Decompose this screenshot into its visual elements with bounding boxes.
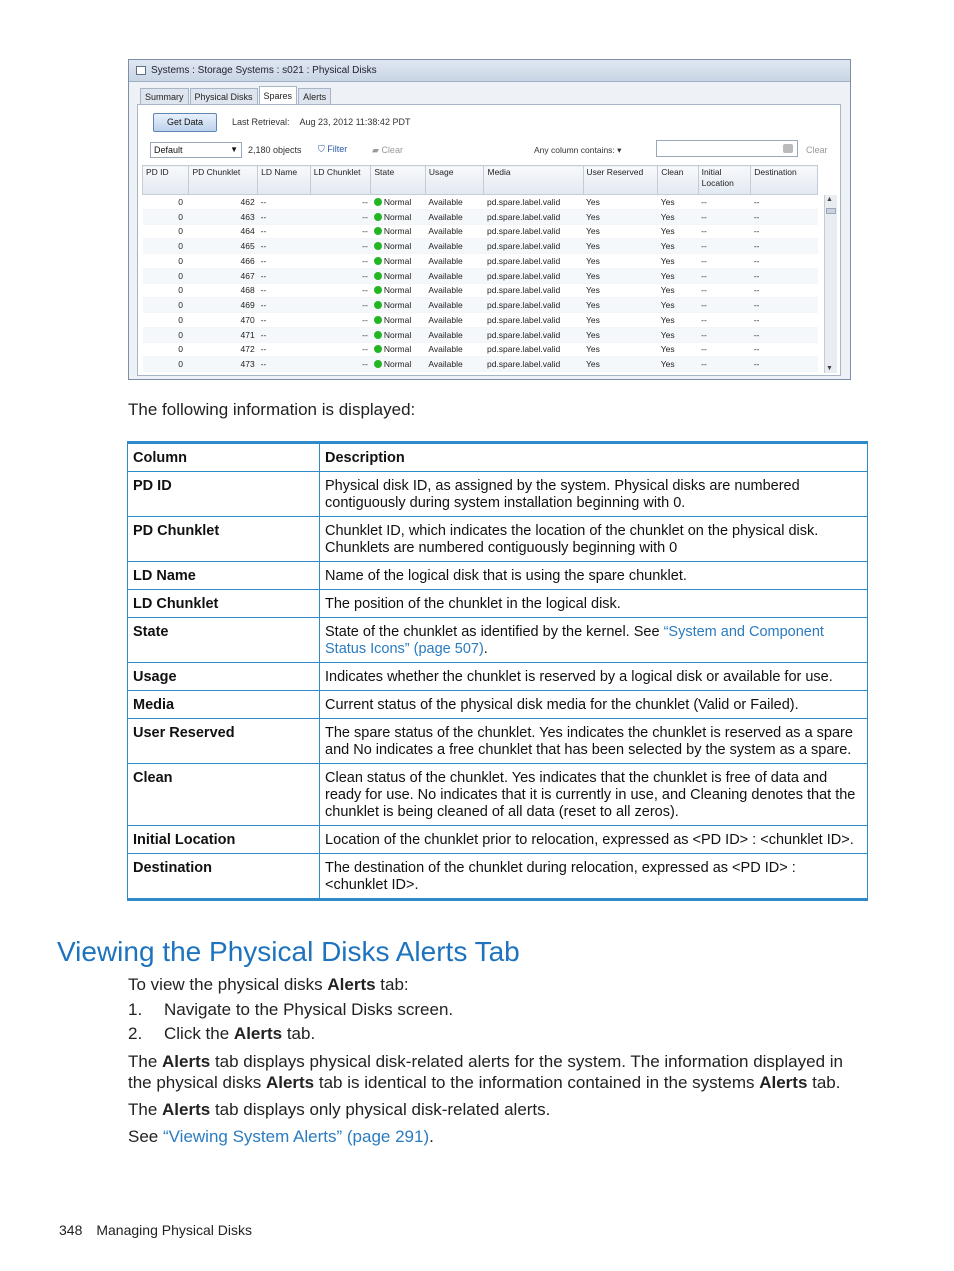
- table-cell: Normal: [371, 268, 426, 283]
- table-cell: Yes: [658, 224, 698, 239]
- table-cell: Yes: [658, 342, 698, 357]
- table-row: [128, 590, 868, 618]
- table-cell: Yes: [583, 239, 658, 254]
- column-description: The spare status of the chunklet. Yes indicates the chunklet is reserved as a spare and No indicates a free chunklet that has been selected by the system as a spare.: [320, 719, 868, 764]
- table-cell: Available: [425, 254, 484, 269]
- table-cell: pd.spare.label.valid: [484, 357, 583, 372]
- status-normal-icon: [374, 360, 382, 368]
- table-cell: --: [258, 357, 311, 372]
- description-header: Description: [320, 443, 868, 472]
- table-row[interactable]: [143, 357, 818, 372]
- table-cell: --: [258, 283, 311, 298]
- chapter-title: Managing Physical Disks: [96, 1222, 252, 1238]
- status-normal-icon: [374, 331, 382, 339]
- status-icons-link[interactable]: “System and Component Status Icons” (page 507): [325, 624, 824, 657]
- table-row: [128, 472, 868, 517]
- table-row[interactable]: [143, 313, 818, 328]
- table-row: [128, 517, 868, 562]
- table-cell: --: [310, 195, 371, 210]
- status-normal-icon: [374, 198, 382, 206]
- table-row[interactable]: [143, 209, 818, 224]
- table-cell: Available: [425, 298, 484, 313]
- table-cell: Yes: [658, 357, 698, 372]
- column-name: PD ID: [128, 472, 320, 517]
- table-cell: Yes: [583, 209, 658, 224]
- table-cell: pd.spare.label.valid: [484, 239, 583, 254]
- table-cell: --: [698, 254, 751, 269]
- table-cell: Available: [425, 195, 484, 210]
- table-cell: 462: [189, 195, 258, 210]
- table-cell: 472: [189, 342, 258, 357]
- view-select[interactable]: [150, 142, 242, 158]
- table-cell: 0: [143, 224, 189, 239]
- column-description: State of the chunklet as identified by the kernel. See “System and Component Status Icons” (page 507).: [320, 618, 868, 663]
- spares-table: [142, 165, 818, 372]
- status-normal-icon: [374, 286, 382, 294]
- table-cell: --: [258, 209, 311, 224]
- column-name: LD Chunklet: [128, 590, 320, 618]
- table-cell: --: [310, 298, 371, 313]
- column-description: Clean status of the chunklet. Yes indicates that the chunklet is free of data and ready for use. No indicates that it is currently in use, and Cleaning denotes that the chunklet is being cleaned of all data (reset to all zeros).: [320, 764, 868, 826]
- column-header[interactable]: LD Name: [258, 166, 311, 195]
- table-cell: --: [751, 254, 818, 269]
- column-header[interactable]: PD ID: [143, 166, 189, 195]
- column-description: Location of the chunklet prior to relocation, expressed as <PD ID> : <chunklet ID>.: [320, 826, 868, 854]
- window-icon: [136, 66, 146, 75]
- table-cell: 0: [143, 357, 189, 372]
- table-cell: 465: [189, 239, 258, 254]
- table-row: [128, 663, 868, 691]
- table-cell: 0: [143, 195, 189, 210]
- table-cell: --: [751, 283, 818, 298]
- chevron-down-icon[interactable]: ▾: [617, 145, 622, 155]
- table-cell: Normal: [371, 357, 426, 372]
- table-cell: --: [310, 209, 371, 224]
- table-cell: pd.spare.label.valid: [484, 298, 583, 313]
- table-cell: --: [310, 224, 371, 239]
- column-header[interactable]: Destination: [751, 166, 818, 195]
- table-cell: --: [751, 313, 818, 328]
- step-2: 2. Click the Alerts tab.: [128, 1024, 316, 1043]
- clear-search-button[interactable]: Clear: [806, 145, 828, 155]
- tab-alerts[interactable]: Alerts: [298, 88, 331, 105]
- table-cell: --: [698, 224, 751, 239]
- table-cell: Normal: [371, 209, 426, 224]
- status-normal-icon: [374, 213, 382, 221]
- table-cell: 469: [189, 298, 258, 313]
- table-cell: pd.spare.label.valid: [484, 195, 583, 210]
- table-cell: Normal: [371, 313, 426, 328]
- table-cell: --: [698, 342, 751, 357]
- table-cell: Available: [425, 239, 484, 254]
- status-normal-icon: [374, 242, 382, 250]
- table-cell: pd.spare.label.valid: [484, 342, 583, 357]
- table-cell: pd.spare.label.valid: [484, 224, 583, 239]
- table-cell: Available: [425, 313, 484, 328]
- section-lead: To view the physical disks Alerts tab:: [128, 975, 409, 994]
- window-title: Systems : Storage Systems : s021 : Physical Disks: [151, 65, 377, 76]
- see-also: See “Viewing System Alerts” (page 291).: [128, 1127, 434, 1146]
- table-cell: --: [310, 342, 371, 357]
- viewing-system-alerts-link[interactable]: “Viewing System Alerts” (page 291): [162, 1127, 430, 1146]
- column-header[interactable]: Clean: [658, 166, 698, 195]
- table-row: [128, 719, 868, 764]
- table-cell: --: [751, 327, 818, 342]
- tab-spares[interactable]: Spares: [259, 86, 298, 105]
- scroll-up-icon[interactable]: ▲: [826, 196, 833, 203]
- table-cell: Available: [425, 209, 484, 224]
- any-column-label: Any column contains: ▾: [534, 145, 622, 155]
- table-cell: --: [698, 298, 751, 313]
- column-name: State: [128, 618, 320, 663]
- table-cell: Yes: [658, 209, 698, 224]
- table-cell: --: [258, 268, 311, 283]
- column-description: Current status of the physical disk media for the chunklet (Valid or Failed).: [320, 691, 868, 719]
- table-row[interactable]: [143, 283, 818, 298]
- table-cell: --: [310, 239, 371, 254]
- clear-filter-button[interactable]: [372, 145, 403, 156]
- table-cell: 0: [143, 283, 189, 298]
- status-normal-icon: [374, 272, 382, 280]
- column-name: PD Chunklet: [128, 517, 320, 562]
- table-cell: Yes: [583, 298, 658, 313]
- filter-icon: ⛉: [318, 144, 325, 154]
- table-cell: --: [698, 239, 751, 254]
- paragraph-alerts-tab: The Alerts tab displays physical disk-related alerts for the system. The information displayed in the physical disks Alerts tab is identical to the information contained in the systems Alerts tab.: [128, 1052, 843, 1092]
- column-name: User Reserved: [128, 719, 320, 764]
- table-cell: Normal: [371, 298, 426, 313]
- column-description-table: [127, 441, 868, 901]
- table-cell: Yes: [658, 239, 698, 254]
- table-cell: --: [751, 239, 818, 254]
- column-header[interactable]: Usage: [425, 166, 484, 195]
- table-cell: Yes: [658, 298, 698, 313]
- table-cell: --: [751, 195, 818, 210]
- table-cell: --: [698, 195, 751, 210]
- column-name: Initial Location: [128, 826, 320, 854]
- table-cell: --: [310, 254, 371, 269]
- column-description: The position of the chunklet in the logical disk.: [320, 590, 868, 618]
- column-header[interactable]: Initial Location: [698, 166, 751, 195]
- table-cell: Yes: [583, 357, 658, 372]
- column-name: Usage: [128, 663, 320, 691]
- table-cell: --: [258, 195, 311, 210]
- clear-label: Clear: [381, 145, 403, 155]
- table-row: [128, 826, 868, 854]
- tab-bar: [140, 86, 332, 105]
- table-cell: 0: [143, 239, 189, 254]
- column-header: Column: [128, 443, 320, 472]
- table-cell: 470: [189, 313, 258, 328]
- table-cell: Yes: [658, 313, 698, 328]
- table-cell: pd.spare.label.valid: [484, 327, 583, 342]
- table-cell: --: [751, 357, 818, 372]
- table-cell: Available: [425, 342, 484, 357]
- table-cell: Normal: [371, 224, 426, 239]
- table-cell: pd.spare.label.valid: [484, 283, 583, 298]
- table-row: [128, 764, 868, 826]
- table-cell: --: [258, 239, 311, 254]
- table-cell: pd.spare.label.valid: [484, 268, 583, 283]
- table-cell: Available: [425, 327, 484, 342]
- column-description: Name of the logical disk that is using the spare chunklet.: [320, 562, 868, 590]
- paragraph-alerts-only: The Alerts tab displays only physical disk-related alerts.: [128, 1100, 551, 1119]
- table-cell: 0: [143, 254, 189, 269]
- table-cell: 0: [143, 209, 189, 224]
- filter-button[interactable]: [318, 144, 347, 155]
- table-row[interactable]: [143, 224, 818, 239]
- status-normal-icon: [374, 257, 382, 265]
- table-row: [128, 562, 868, 590]
- column-description: The destination of the chunklet during relocation, expressed as <PD ID> : <chunklet ID>.: [320, 854, 868, 900]
- status-normal-icon: [374, 316, 382, 324]
- table-cell: --: [258, 327, 311, 342]
- intro-text: The following information is displayed:: [128, 400, 416, 419]
- eraser-icon: ▰: [372, 145, 379, 155]
- table-cell: Yes: [658, 268, 698, 283]
- table-cell: Yes: [583, 195, 658, 210]
- table-cell: --: [698, 268, 751, 283]
- column-header[interactable]: User Reserved: [583, 166, 658, 195]
- table-cell: Yes: [583, 224, 658, 239]
- table-header-row: [128, 443, 868, 472]
- get-data-button[interactable]: Get Data: [153, 113, 217, 132]
- screenshot-physical-disks-spares: [128, 59, 851, 380]
- table-cell: 0: [143, 298, 189, 313]
- status-normal-icon: [374, 345, 382, 353]
- vertical-scrollbar[interactable]: [824, 195, 837, 373]
- section-heading: Viewing the Physical Disks Alerts Tab: [57, 936, 520, 967]
- table-cell: Available: [425, 283, 484, 298]
- table-cell: Available: [425, 357, 484, 372]
- table-cell: Normal: [371, 239, 426, 254]
- table-cell: --: [258, 298, 311, 313]
- table-cell: --: [310, 283, 371, 298]
- column-name: LD Name: [128, 562, 320, 590]
- table-row[interactable]: [143, 268, 818, 283]
- table-cell: Yes: [658, 327, 698, 342]
- table-cell: Yes: [658, 254, 698, 269]
- view-select-value: Default: [154, 145, 183, 155]
- table-cell: 468: [189, 283, 258, 298]
- table-cell: --: [751, 268, 818, 283]
- table-cell: 0: [143, 268, 189, 283]
- table-cell: --: [751, 209, 818, 224]
- column-header[interactable]: PD Chunklet: [189, 166, 258, 195]
- page-number: 348: [59, 1222, 83, 1238]
- clear-search-icon: [783, 144, 793, 153]
- table-cell: Available: [425, 268, 484, 283]
- column-description: Physical disk ID, as assigned by the system. Physical disks are numbered contiguously during system installation beginning with 0.: [320, 472, 868, 517]
- table-cell: pd.spare.label.valid: [484, 313, 583, 328]
- tab-summary[interactable]: Summary: [140, 88, 189, 105]
- table-cell: 0: [143, 313, 189, 328]
- column-header[interactable]: State: [371, 166, 426, 195]
- table-cell: --: [258, 254, 311, 269]
- spares-panel: [137, 104, 841, 376]
- table-row: [128, 854, 868, 900]
- column-name: Destination: [128, 854, 320, 900]
- table-cell: --: [751, 224, 818, 239]
- table-cell: Yes: [583, 283, 658, 298]
- table-cell: --: [751, 298, 818, 313]
- table-row[interactable]: [143, 298, 818, 313]
- table-cell: --: [310, 357, 371, 372]
- table-cell: Yes: [583, 254, 658, 269]
- column-header[interactable]: Media: [484, 166, 583, 195]
- table-cell: pd.spare.label.valid: [484, 254, 583, 269]
- table-cell: --: [698, 327, 751, 342]
- column-description: Indicates whether the chunklet is reserved by a logical disk or available for use.: [320, 663, 868, 691]
- table-cell: --: [698, 313, 751, 328]
- table-cell: --: [258, 313, 311, 328]
- object-count: 2,180 objects: [248, 145, 302, 155]
- table-cell: Yes: [658, 195, 698, 210]
- chevron-down-icon: ▼: [230, 145, 238, 154]
- table-row: [128, 618, 868, 663]
- table-cell: Yes: [583, 342, 658, 357]
- table-row[interactable]: [143, 254, 818, 269]
- tab-physical-disks[interactable]: Physical Disks: [190, 88, 258, 105]
- table-row[interactable]: [143, 342, 818, 357]
- table-cell: Normal: [371, 342, 426, 357]
- table-cell: 473: [189, 357, 258, 372]
- table-row[interactable]: [143, 195, 818, 210]
- table-cell: --: [310, 268, 371, 283]
- table-cell: Normal: [371, 254, 426, 269]
- table-row[interactable]: [143, 239, 818, 254]
- table-cell: pd.spare.label.valid: [484, 209, 583, 224]
- table-cell: --: [698, 357, 751, 372]
- scroll-down-icon[interactable]: ▼: [826, 365, 833, 372]
- table-cell: --: [310, 313, 371, 328]
- table-cell: --: [258, 224, 311, 239]
- table-cell: 0: [143, 342, 189, 357]
- table-cell: Yes: [583, 313, 658, 328]
- table-cell: Yes: [658, 283, 698, 298]
- filter-label: Filter: [327, 144, 348, 154]
- table-cell: 466: [189, 254, 258, 269]
- table-cell: 467: [189, 268, 258, 283]
- table-cell: 463: [189, 209, 258, 224]
- table-cell: Yes: [583, 327, 658, 342]
- table-cell: Yes: [583, 268, 658, 283]
- table-cell: --: [698, 209, 751, 224]
- any-column-search-input[interactable]: [656, 140, 798, 157]
- table-row[interactable]: [143, 327, 818, 342]
- status-normal-icon: [374, 227, 382, 235]
- column-name: Clean: [128, 764, 320, 826]
- page-footer: [59, 1222, 252, 1238]
- table-row: [128, 691, 868, 719]
- status-normal-icon: [374, 301, 382, 309]
- column-name: Media: [128, 691, 320, 719]
- step-1: 1. Navigate to the Physical Disks screen.: [128, 1000, 454, 1019]
- table-cell: 0: [143, 327, 189, 342]
- table-cell: Normal: [371, 195, 426, 210]
- column-description: Chunklet ID, which indicates the location of the chunklet on the physical disk. Chunklets are numbered contiguously beginning with 0: [320, 517, 868, 562]
- last-retrieval: [232, 117, 410, 127]
- table-cell: Normal: [371, 283, 426, 298]
- table-cell: --: [310, 327, 371, 342]
- table-cell: --: [258, 342, 311, 357]
- table-cell: --: [751, 342, 818, 357]
- table-cell: Available: [425, 224, 484, 239]
- last-retrieval-value: Aug 23, 2012 11:38:42 PDT: [299, 117, 411, 127]
- column-header[interactable]: LD Chunklet: [310, 166, 371, 195]
- table-cell: 471: [189, 327, 258, 342]
- scroll-thumb[interactable]: [826, 208, 836, 214]
- table-cell: 464: [189, 224, 258, 239]
- table-cell: Normal: [371, 327, 426, 342]
- table-cell: --: [698, 283, 751, 298]
- last-retrieval-label: Last Retrieval:: [232, 117, 290, 127]
